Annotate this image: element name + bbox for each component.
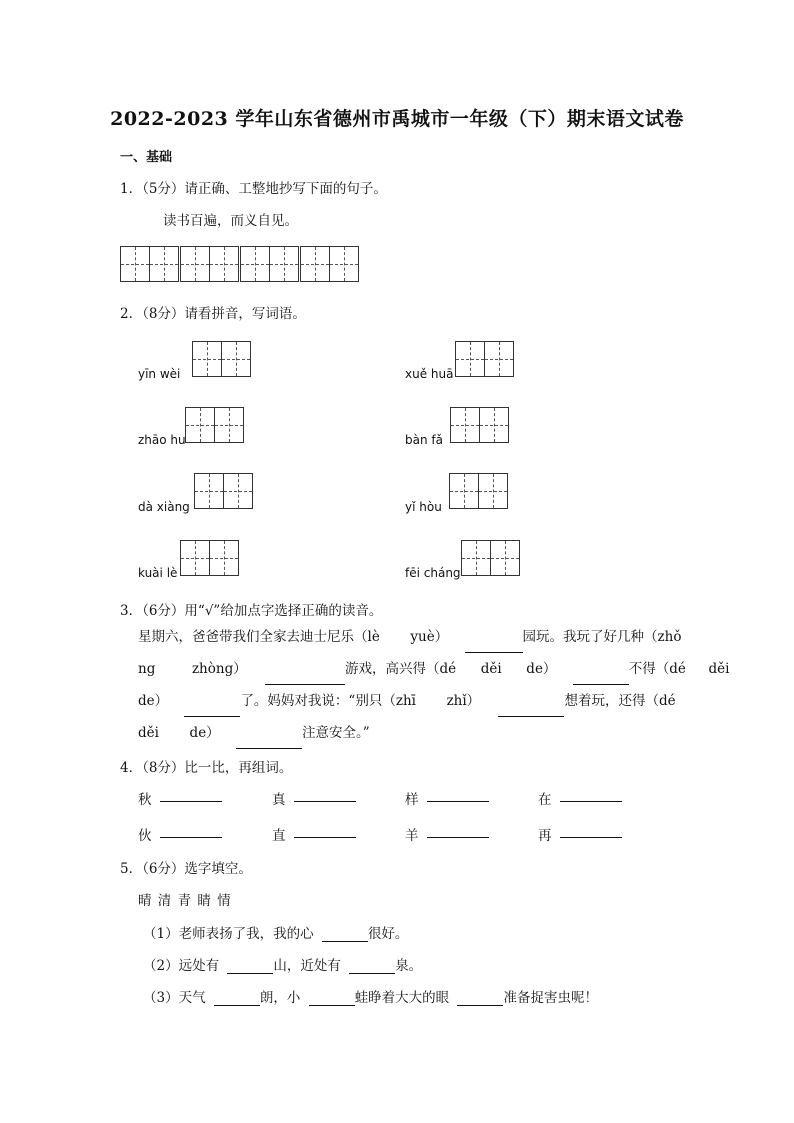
passage-text: děi xyxy=(708,661,730,677)
word-grid[interactable] xyxy=(194,473,252,509)
passage-text: yuè） xyxy=(410,629,449,645)
passage-text: děi xyxy=(138,725,159,741)
pinyin-label: xuě huā xyxy=(405,367,454,381)
sentence-text: 山，近处有 xyxy=(273,958,341,974)
pinyin-label: zhāo hu xyxy=(138,433,186,447)
compare-char: 秋 xyxy=(138,792,152,808)
compare-char: 再 xyxy=(538,828,552,844)
pinyin-label: bàn fǎ xyxy=(405,433,443,447)
passage-text: de） xyxy=(189,725,220,741)
answer-blank[interactable] xyxy=(294,787,356,802)
sentence-text: 很好。 xyxy=(367,926,409,942)
compare-char: 在 xyxy=(538,792,552,808)
answer-blank[interactable] xyxy=(465,638,523,653)
question-3-line-3 xyxy=(138,686,676,717)
answer-blank[interactable] xyxy=(184,702,240,717)
answer-blank[interactable] xyxy=(160,787,222,802)
question-1-stem: 1．（5分）请正确、工整地抄写下面的句子。 xyxy=(120,181,387,197)
passage-text: de） xyxy=(138,693,169,709)
sentence-text: 蛙睁着大大的眼 xyxy=(354,990,450,1006)
fill-sentence-2 xyxy=(143,954,422,974)
word-grid[interactable] xyxy=(449,473,507,509)
answer-blank[interactable] xyxy=(498,702,564,717)
compare-char: 伙 xyxy=(138,828,152,844)
question-3-line-1 xyxy=(138,622,681,653)
answer-blank[interactable] xyxy=(349,959,395,974)
sentence-text: 泉。 xyxy=(395,958,423,974)
passage-text: zhǐ） xyxy=(446,693,481,709)
passage-text: ng xyxy=(138,661,156,677)
word-grid[interactable] xyxy=(180,540,238,576)
question-3-line-4 xyxy=(138,718,370,749)
passage-text: 星期六，爸爸带我们全家去迪士尼乐（lè xyxy=(138,629,380,645)
question-5-stem: 5．（6分）选字填空。 xyxy=(120,861,252,877)
word-grid[interactable] xyxy=(450,407,508,443)
passage-text: zhòng） xyxy=(191,661,247,677)
answer-blank[interactable] xyxy=(573,670,629,685)
pinyin-label: fēi cháng xyxy=(405,566,461,580)
pinyin-label: dà xiàng xyxy=(138,500,190,514)
answer-blank[interactable] xyxy=(236,734,302,749)
answer-blank[interactable] xyxy=(560,787,622,802)
question-3-stem: 3．（6分）用“√”给加点字选择正确的读音。 xyxy=(120,603,383,619)
compare-char: 羊 xyxy=(405,828,419,844)
page-title: 2022-2023 学年山东省德州市禹城市一年级（下）期末语文试卷 xyxy=(110,108,684,130)
answer-blank[interactable] xyxy=(322,927,368,942)
answer-blank[interactable] xyxy=(457,991,503,1006)
answer-blank[interactable] xyxy=(227,959,273,974)
word-grid[interactable] xyxy=(455,341,513,377)
question-3-line-2 xyxy=(138,654,730,685)
character-choices: 晴 清 青 睛 情 xyxy=(138,893,232,909)
answer-blank[interactable] xyxy=(160,823,222,838)
answer-blank[interactable] xyxy=(214,991,260,1006)
compare-char: 真 xyxy=(272,792,286,808)
question-4-stem: 4．（8分）比一比，再组词。 xyxy=(120,760,293,776)
answer-blank[interactable] xyxy=(294,823,356,838)
passage-text: 游戏，高兴得（dé xyxy=(345,661,457,677)
passage-text: 想着玩，还得（dé xyxy=(564,693,676,709)
sentence-text: （1）老师表扬了我，我的心 xyxy=(143,926,314,942)
passage-text: de） xyxy=(526,661,557,677)
compare-char: 直 xyxy=(272,828,286,844)
word-grid[interactable] xyxy=(461,540,519,576)
section-heading: 一、基础 xyxy=(120,150,173,165)
pinyin-label: yǐ hòu xyxy=(405,500,442,514)
pinyin-label: kuài lè xyxy=(138,566,178,580)
question-2-stem: 2．（8分）请看拼音，写词语。 xyxy=(120,306,306,322)
sentence-text: 朗，小 xyxy=(259,990,301,1006)
word-grid[interactable] xyxy=(185,407,243,443)
answer-blank[interactable] xyxy=(427,787,489,802)
passage-text: 园玩。我玩了好几种（zhǒ xyxy=(522,629,682,645)
passage-text: 注意安全。” xyxy=(301,725,370,741)
passage-text: děi xyxy=(480,661,502,677)
answer-blank[interactable] xyxy=(560,823,622,838)
word-grid[interactable] xyxy=(192,341,250,377)
pinyin-label: yīn wèi xyxy=(138,367,181,381)
fill-sentence-1 xyxy=(143,922,408,942)
sentence-text: （2）远处有 xyxy=(143,958,220,974)
sentence-text: （3）天气 xyxy=(143,990,206,1006)
question-1-sentence: 读书百遍，而义自见。 xyxy=(163,213,298,229)
sentence-text: 准备捉害虫呢！ xyxy=(503,990,598,1006)
compare-char: 样 xyxy=(405,792,419,808)
answer-blank[interactable] xyxy=(265,670,345,685)
passage-text: 不得（dé xyxy=(628,661,686,677)
passage-text: 了。妈妈对我说：“别只（zhī xyxy=(240,693,416,709)
fill-sentence-3 xyxy=(143,986,598,1006)
question-1-writing-grid[interactable] xyxy=(120,246,360,282)
answer-blank[interactable] xyxy=(427,823,489,838)
answer-blank[interactable] xyxy=(309,991,355,1006)
